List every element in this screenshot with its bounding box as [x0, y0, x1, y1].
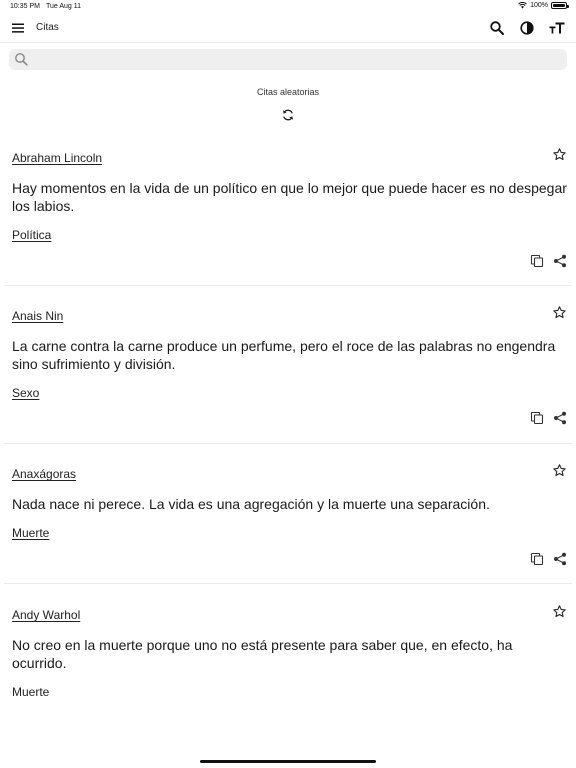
refresh-icon[interactable]: [281, 108, 295, 122]
wifi-icon: [518, 2, 527, 9]
menu-icon[interactable]: [11, 21, 25, 35]
quote-text: No creo en la muerte porque uno no está presente para saber que, en efecto, ha ocurrido.: [12, 637, 513, 671]
app-bar: [0, 14, 576, 42]
status-date: Tue Aug 11: [46, 3, 82, 10]
random-quotes-label: Citas aleatorias: [256, 87, 320, 97]
home-indicator: [200, 760, 376, 763]
quote-tag[interactable]: Política: [12, 228, 52, 242]
quote-tag[interactable]: Sexo: [12, 386, 40, 400]
divider: [4, 443, 572, 444]
contrast-icon[interactable]: [519, 20, 535, 36]
quote-author[interactable]: Abraham Lincoln: [12, 151, 103, 165]
search-field-icon: [14, 52, 28, 66]
battery-percent: 100%: [530, 2, 548, 9]
text-size-icon[interactable]: [549, 20, 565, 36]
share-icon[interactable]: [553, 254, 567, 268]
status-time: 10:35 PM: [10, 3, 40, 10]
copy-icon[interactable]: [530, 552, 544, 566]
status-right: [518, 2, 567, 9]
copy-icon[interactable]: [530, 411, 544, 425]
quote-text: Nada nace ni perece. La vida es una agregación y la muerte una separación.: [12, 496, 490, 512]
share-icon[interactable]: [553, 411, 567, 425]
app-bar-divider: [0, 42, 576, 43]
quote-text: La carne contra la carne produce un perfume, pero el roce de las palabras no engendra sino sufrimiento y división.: [12, 338, 556, 372]
star-icon[interactable]: [552, 147, 567, 162]
quote-tag[interactable]: Muerte: [12, 526, 50, 540]
quote-author[interactable]: Anaxágoras: [12, 467, 77, 481]
star-icon[interactable]: [552, 305, 567, 320]
copy-icon[interactable]: [530, 254, 544, 268]
status-bar: [0, 0, 576, 14]
search-icon[interactable]: [489, 20, 505, 36]
quote-author[interactable]: Anais Nin: [12, 309, 64, 323]
search-input[interactable]: [33, 51, 563, 68]
star-icon[interactable]: [552, 604, 567, 619]
quote-author[interactable]: Andy Warhol: [12, 608, 81, 622]
divider: [4, 583, 572, 584]
search-bar[interactable]: [9, 49, 567, 70]
star-icon[interactable]: [552, 463, 567, 478]
battery-icon: [551, 2, 567, 9]
share-icon[interactable]: [553, 552, 567, 566]
quote-text: Hay momentos en la vida de un político en que lo mejor que puede hacer es no despegar los labios.: [12, 180, 567, 214]
divider: [4, 285, 572, 286]
quote-tag[interactable]: Muerte: [12, 685, 50, 699]
app-title: Citas: [36, 22, 59, 33]
